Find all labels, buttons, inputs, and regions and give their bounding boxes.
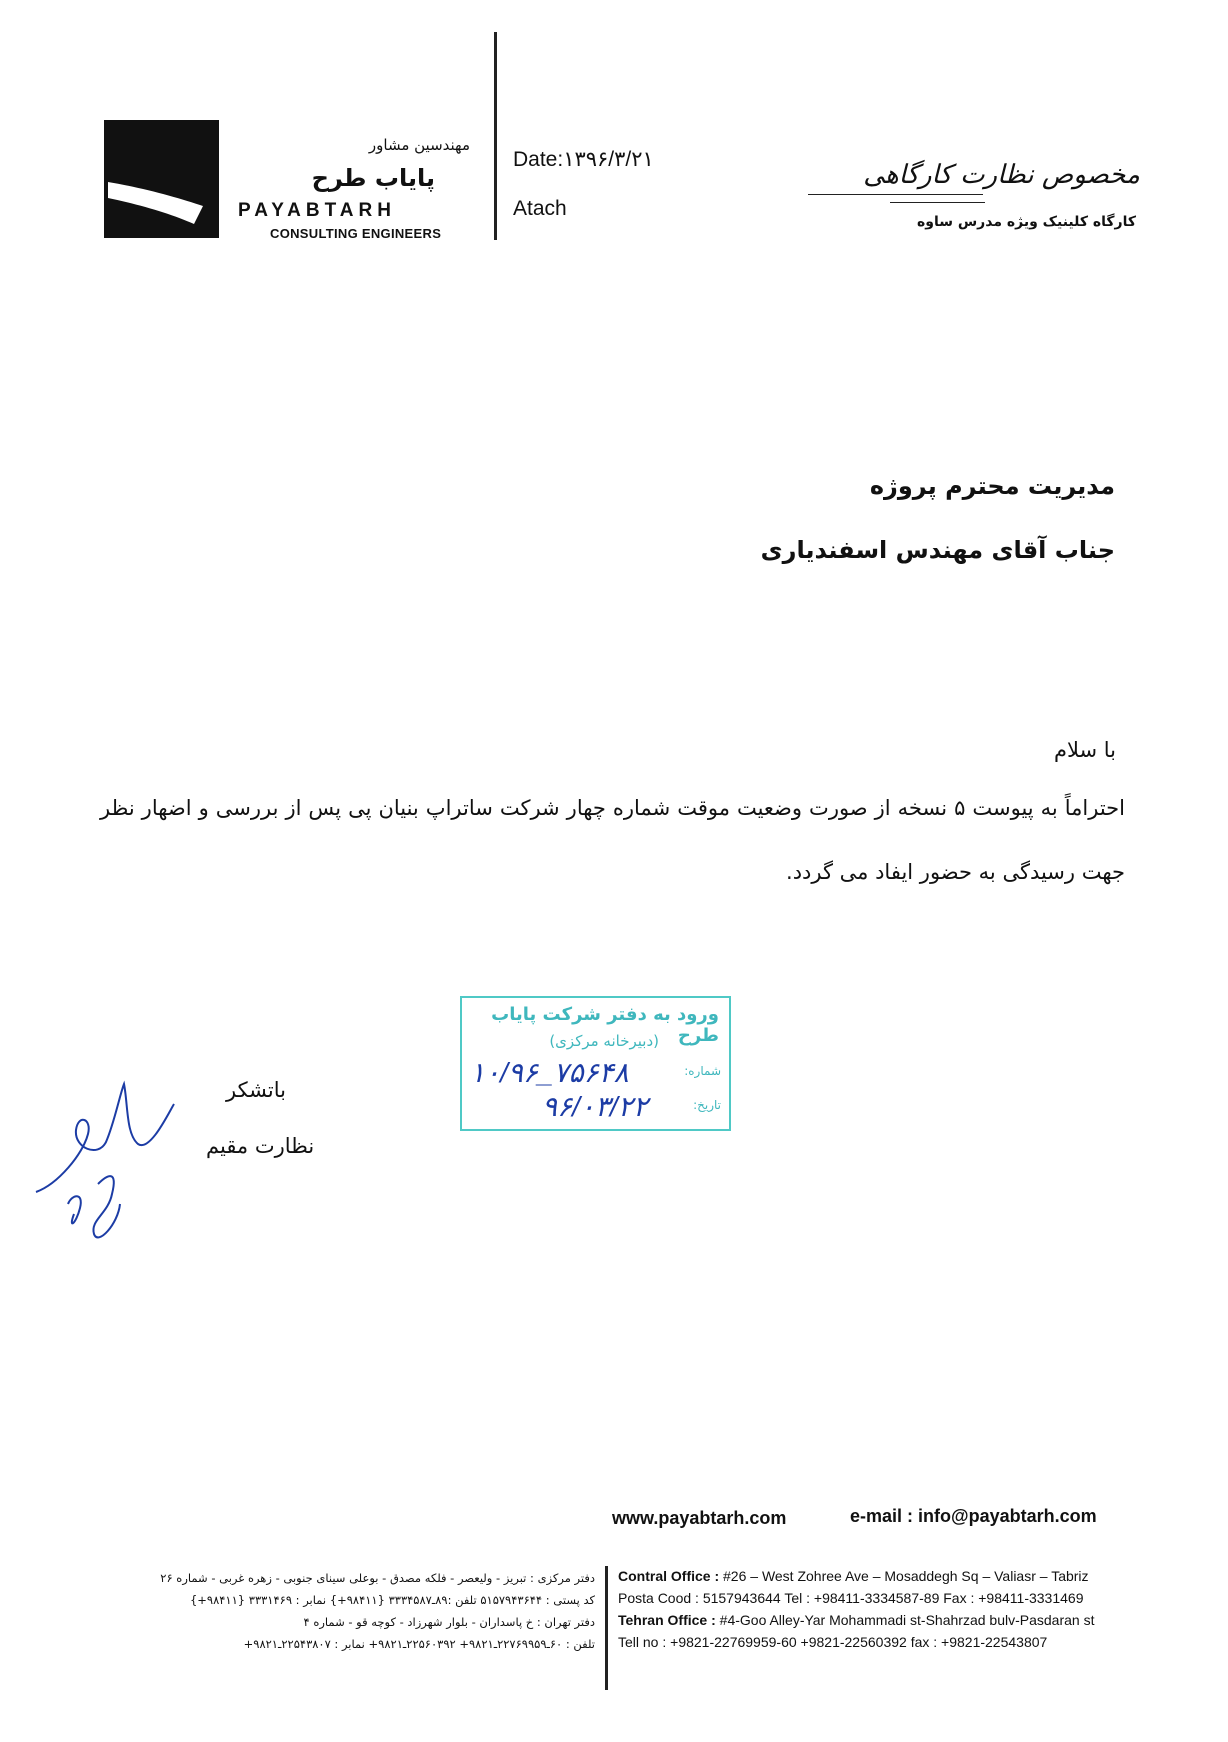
addressee-line: جناب آقای مهندس اسفندیاری <box>760 536 1115 564</box>
fa-footer-line: کد پستی : ۵۱۵۷۹۴۳۶۴۴ تلفن :۸۹ـ۳۳۳۴۵۸۷ {۹۸۴۱۱+} نمابر : ۳۳۳۱۴۶۹ {۹۸۴۱۱+} <box>189 1593 595 1607</box>
body-paragraph-line: جهت رسیدگی به حضور ایفاد می گردد. <box>786 860 1125 884</box>
fa-footer-line: تلفن : ۶۰ـ۲۲۷۶۹۹۵۹ـ۹۸۲۱+ ۲۲۵۶۰۳۹۲ـ۹۸۲۱+ نمابر : ۲۲۵۴۳۸۰۷ـ۹۸۲۱+ <box>243 1637 595 1651</box>
greeting: با سلام <box>1053 738 1116 762</box>
body-paragraph-line: احتراماً به پیوست ۵ نسخه از صورت وضعیت موقت شماره چهار شرکت ساتراپ بنیان پی پس از بررسی و اضهار نظر <box>100 796 1125 820</box>
underline <box>808 194 983 195</box>
logo-mark-icon <box>104 120 219 238</box>
company-consulting-label-fa: مهندسین مشاور <box>368 136 470 154</box>
site-name: کارگاه کلینیک ویژه مدرس ساوه <box>916 214 1136 230</box>
fa-footer-line: دفتر تهران : خ پاسداران - بلوار شهرزاد - کوچه قو - شماره ۴ <box>303 1615 595 1629</box>
underline <box>890 202 985 203</box>
phone-line: Tell no : +9821-22769959-60 +9821-22560392 fax : +9821-22543807 <box>618 1634 1048 1650</box>
handwritten-signature <box>28 1074 178 1254</box>
company-name-fa: پایاب طرح <box>311 164 435 192</box>
central-office-label: Contral Office : <box>618 1568 720 1584</box>
email-link[interactable]: info@payabtarh.com <box>918 1506 1097 1526</box>
tehran-office-address: #4-Goo Alley-Yar Mohammadi st-Shahrzad bulv-Pasdaran st <box>719 1612 1095 1628</box>
postal-line: Posta Cood : 5157943644 Tel : +98411-3334587-89 Fax : +98411-3331469 <box>618 1590 1084 1606</box>
central-office-line <box>618 1568 1089 1584</box>
closing-signatory: نظارت مقیم <box>206 1134 315 1158</box>
stamp-subtitle: (دبیرخانه مرکزی) <box>549 1032 659 1050</box>
company-logo <box>104 120 219 238</box>
website-link[interactable]: www.payabtarh.com <box>612 1508 787 1528</box>
letter-date: Date:۱۳۹۶/۳/۲۱ <box>513 148 654 171</box>
stamp-title: ورود به دفتر شرکت پایاب طرح <box>491 1004 719 1046</box>
supervision-title: مخصوص نظارت کارگاهی <box>863 160 1140 190</box>
stamp-date-value: ۹۶/۰۳/۲۲ <box>542 1091 648 1122</box>
footer-divider <box>605 1566 608 1690</box>
tehran-office-line <box>618 1612 1094 1628</box>
tehran-office-label: Tehran Office : <box>618 1612 716 1628</box>
central-office-address: #26 – West Zohree Ave – Mosaddegh Sq – Valiasr – Tabriz <box>723 1568 1089 1584</box>
stamp-date-label: تاریخ: <box>693 1098 721 1112</box>
company-subtitle-en: CONSULTING ENGINEERS <box>270 226 442 241</box>
attachment-label: Atach <box>513 197 567 220</box>
company-name-en: PAYABTARH <box>238 200 396 221</box>
email-label: e-mail : <box>850 1506 914 1526</box>
receipt-stamp <box>460 996 731 1131</box>
header-divider <box>494 32 497 240</box>
stamp-number-value: ۱۰/۹۶_۷۵۶۴۸ <box>470 1057 629 1088</box>
email-contact <box>850 1506 1097 1527</box>
addressee-line: مدیریت محترم پروژه <box>869 472 1115 500</box>
closing-thanks: باتشکر <box>226 1078 287 1102</box>
fa-footer-line: دفتر مرکزی : تبریز - ولیعصر - فلکه مصدق - بوعلی سینای جنوبی - زهره غربی - شماره ۲۶ <box>160 1571 595 1585</box>
stamp-number-label: شماره: <box>684 1064 721 1078</box>
